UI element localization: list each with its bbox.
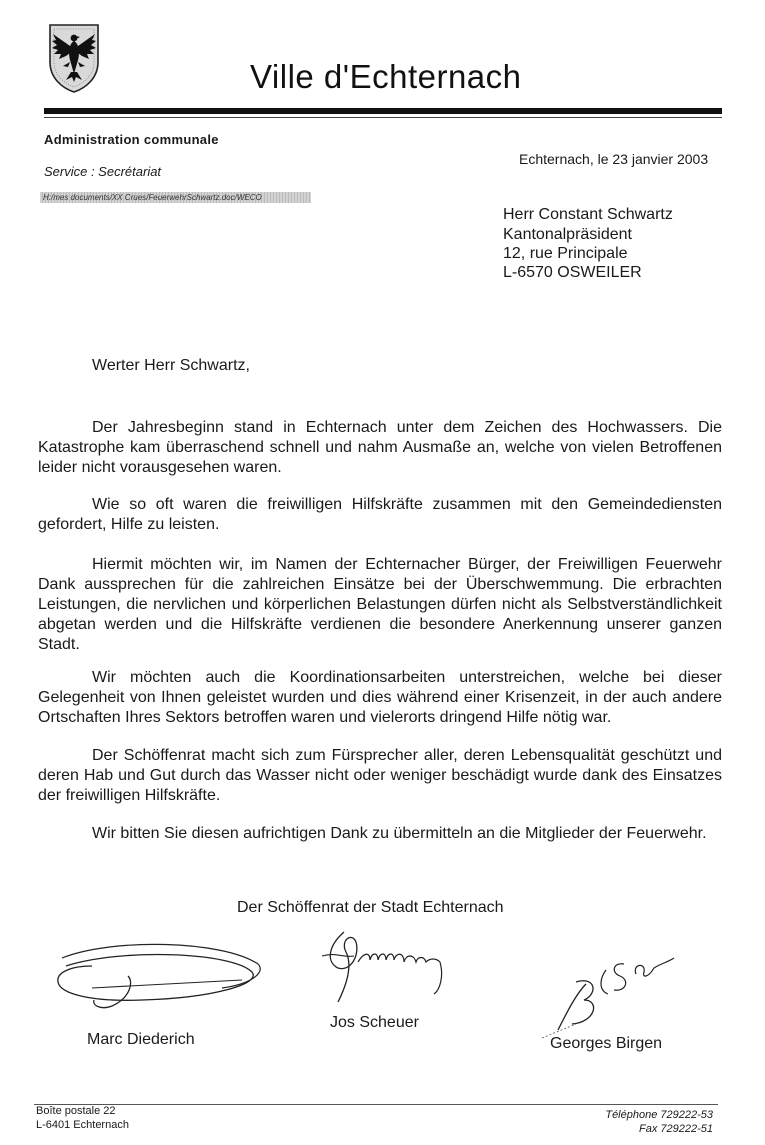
- recipient-title: Kantonalpräsident: [503, 226, 632, 243]
- paragraph-6: [38, 824, 722, 844]
- town-title: Ville d'Echternach: [250, 58, 522, 95]
- header-rule-thick: [44, 108, 722, 114]
- footer-fax: Fax 729222-51: [639, 1123, 713, 1135]
- recipient-city: L-6570 OSWEILER: [503, 264, 642, 281]
- header-rule-thin: [44, 117, 722, 118]
- signatory-name: Marc Diederich: [87, 1031, 195, 1048]
- signatory-name: Jos Scheuer: [330, 1014, 419, 1031]
- signature-georges-birgen: [536, 954, 686, 1042]
- signatory-name: Georges Birgen: [550, 1035, 663, 1052]
- paragraph-text: Wie so oft waren die freiwilligen Hilfskräfte zusammen mit den Gemeindediensten gefordert, Hilfe zu leisten.: [38, 496, 722, 533]
- paragraph-text: Hiermit möchten wir, im Namen der Echternacher Bürger, der Freiwilligen Feuerwehr Dank aussprechen für die zahlreichen Einsätze bei der Überschwemmung. Die erbrachten Leistungen, die nervlichen und körperlichen Belastungen dürfen nicht als Selbstverständlichkeit abgetan werden und die Hilfskräfte verdienen die besondere Anerkennung unserer ganzen Stadt.: [38, 556, 722, 653]
- recipient-name: Herr Constant Schwartz: [503, 206, 673, 223]
- signature-marc-diederich: [52, 936, 268, 1020]
- administration-label: Administration communale: [44, 132, 219, 147]
- salutation: Werter Herr Schwartz,: [92, 357, 250, 374]
- file-path-stamp: H:/mes documents/XX Crues/FeuerwehrSchwartz.doc/WECO: [40, 192, 311, 203]
- paragraph-3: [38, 555, 722, 655]
- paragraph-text: Wir möchten auch die Koordinationsarbeiten unterstreichen, welche bei dieser Gelegenheit von Ihnen geleistet wurden und dies während einer Krisenzeit, in der auch andere Ortschaften Ihres Sektors betroffen waren und vielerorts dringend Hilfe nötig war.: [38, 669, 722, 726]
- paragraph-2: [38, 495, 722, 535]
- paragraph-1: [38, 418, 722, 478]
- service-label: Service : Secrétariat: [44, 164, 162, 179]
- paragraph-text: Der Schöffenrat macht sich zum Fürsprecher aller, deren Lebensqualität geschützt und deren Hab und Gut durch das Wasser nicht oder weniger beschädigt wurde dank des Einsatzes der freiwilligen Hilfskräfte.: [38, 747, 722, 804]
- footer-postal-box: Boîte postale 22: [36, 1105, 116, 1117]
- footer-rule: [34, 1104, 718, 1105]
- eagle-crest-icon: [46, 22, 102, 94]
- signature-jos-scheuer: [318, 922, 458, 1012]
- paragraph-text: Der Jahresbeginn stand in Echternach unter dem Zeichen des Hochwassers. Die Katastrophe kam überraschend schnell und nahm Ausmaße an, welche von vielen Betroffenen leider nicht vorausgesehen waren.: [38, 419, 722, 476]
- paragraph-5: [38, 746, 722, 806]
- footer-postal-city: L-6401 Echternach: [36, 1119, 129, 1131]
- date-line: Echternach, le 23 janvier 2003: [519, 151, 709, 167]
- paragraph-4: [38, 668, 722, 728]
- footer-telephone: Téléphone 729222-53: [605, 1109, 713, 1121]
- recipient-street: 12, rue Principale: [503, 245, 628, 262]
- closing-line: Der Schöffenrat der Stadt Echternach: [237, 899, 504, 916]
- paragraph-text: Wir bitten Sie diesen aufrichtigen Dank zu übermitteln an die Mitglieder der Feuerwehr.: [92, 825, 707, 842]
